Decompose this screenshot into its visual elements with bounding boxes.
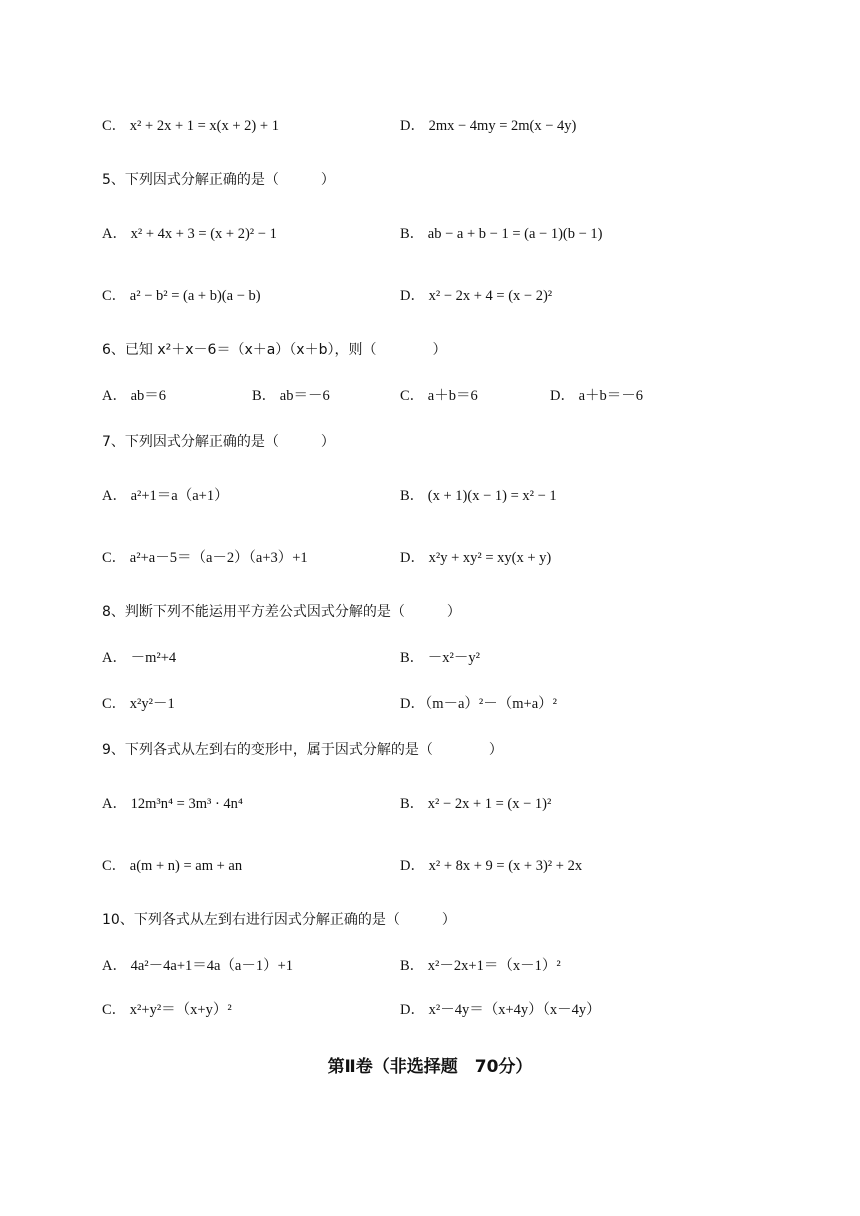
section-title: 第Ⅱ卷（非选择题 70分） xyxy=(327,1057,533,1077)
option-6c: C． a＋b＝6 xyxy=(400,388,478,404)
option-9a: A． 12m³n⁴ = 3m³ · 4n⁴ xyxy=(102,796,243,812)
option-8a: A． －m²+4 xyxy=(102,650,177,666)
item-l2: D． 2mx − 4my = 2m(x − 4y) xyxy=(400,118,577,134)
option-10d: D． x²－4y＝（x+4y）（x－4y） xyxy=(400,1002,601,1018)
option-7a: A． a²+1＝a（a+1） xyxy=(102,488,229,504)
option-9c: C． a(m + n) = am + an xyxy=(102,858,243,874)
option-6d: D． a＋b＝－6 xyxy=(550,388,644,404)
option-8b: B． －x²－y² xyxy=(400,650,480,666)
option-8d: D．（m－a）²－（m+a）² xyxy=(400,696,558,712)
question-10: 10、下列各式从左到右进行因式分解正确的是（ ） xyxy=(102,912,456,928)
option-7b: B． (x + 1)(x − 1) = x² − 1 xyxy=(400,488,557,504)
option-10c: C． x²+y²＝（x+y）² xyxy=(102,1002,232,1018)
option-8c: C． x²y²－1 xyxy=(102,696,175,712)
option-9d: D． x² + 8x + 9 = (x + 3)² + 2x xyxy=(400,858,583,874)
option-5d: D． x² − 2x + 4 = (x − 2)² xyxy=(400,288,553,304)
option-5b: B． ab − a + b − 1 = (a − 1)(b − 1) xyxy=(400,226,603,242)
option-5c: C． a² − b² = (a + b)(a − b) xyxy=(102,288,261,304)
question-5: 5、下列因式分解正确的是（ ） xyxy=(102,172,335,188)
item-l1: C． x² + 2x + 1 = x(x + 2) + 1 xyxy=(102,118,279,134)
question-6: 6、已知 x²＋x－6＝（x＋a）（x＋b），则（ ） xyxy=(102,342,447,358)
question-7: 7、下列因式分解正确的是（ ） xyxy=(102,434,335,450)
option-7d: D． x²y + xy² = xy(x + y) xyxy=(400,550,552,566)
option-10b: B． x²－2x+1＝（x－1）² xyxy=(400,958,561,974)
option-9b: B． x² − 2x + 1 = (x − 1)² xyxy=(400,796,552,812)
option-10a: A． 4a²－4a+1＝4a（a－1）+1 xyxy=(102,958,294,974)
option-6b: B． ab＝－6 xyxy=(252,388,330,404)
option-5a: A． x² + 4x + 3 = (x + 2)² − 1 xyxy=(102,226,277,242)
option-6a: A． ab＝6 xyxy=(102,388,167,404)
option-7c: C． a²+a－5＝（a－2）（a+3）+1 xyxy=(102,550,308,566)
question-8: 8、判断下列不能运用平方差公式因式分解的是（ ） xyxy=(102,604,461,620)
question-9: 9、下列各式从左到右的变形中，属于因式分解的是（ ） xyxy=(102,742,503,758)
